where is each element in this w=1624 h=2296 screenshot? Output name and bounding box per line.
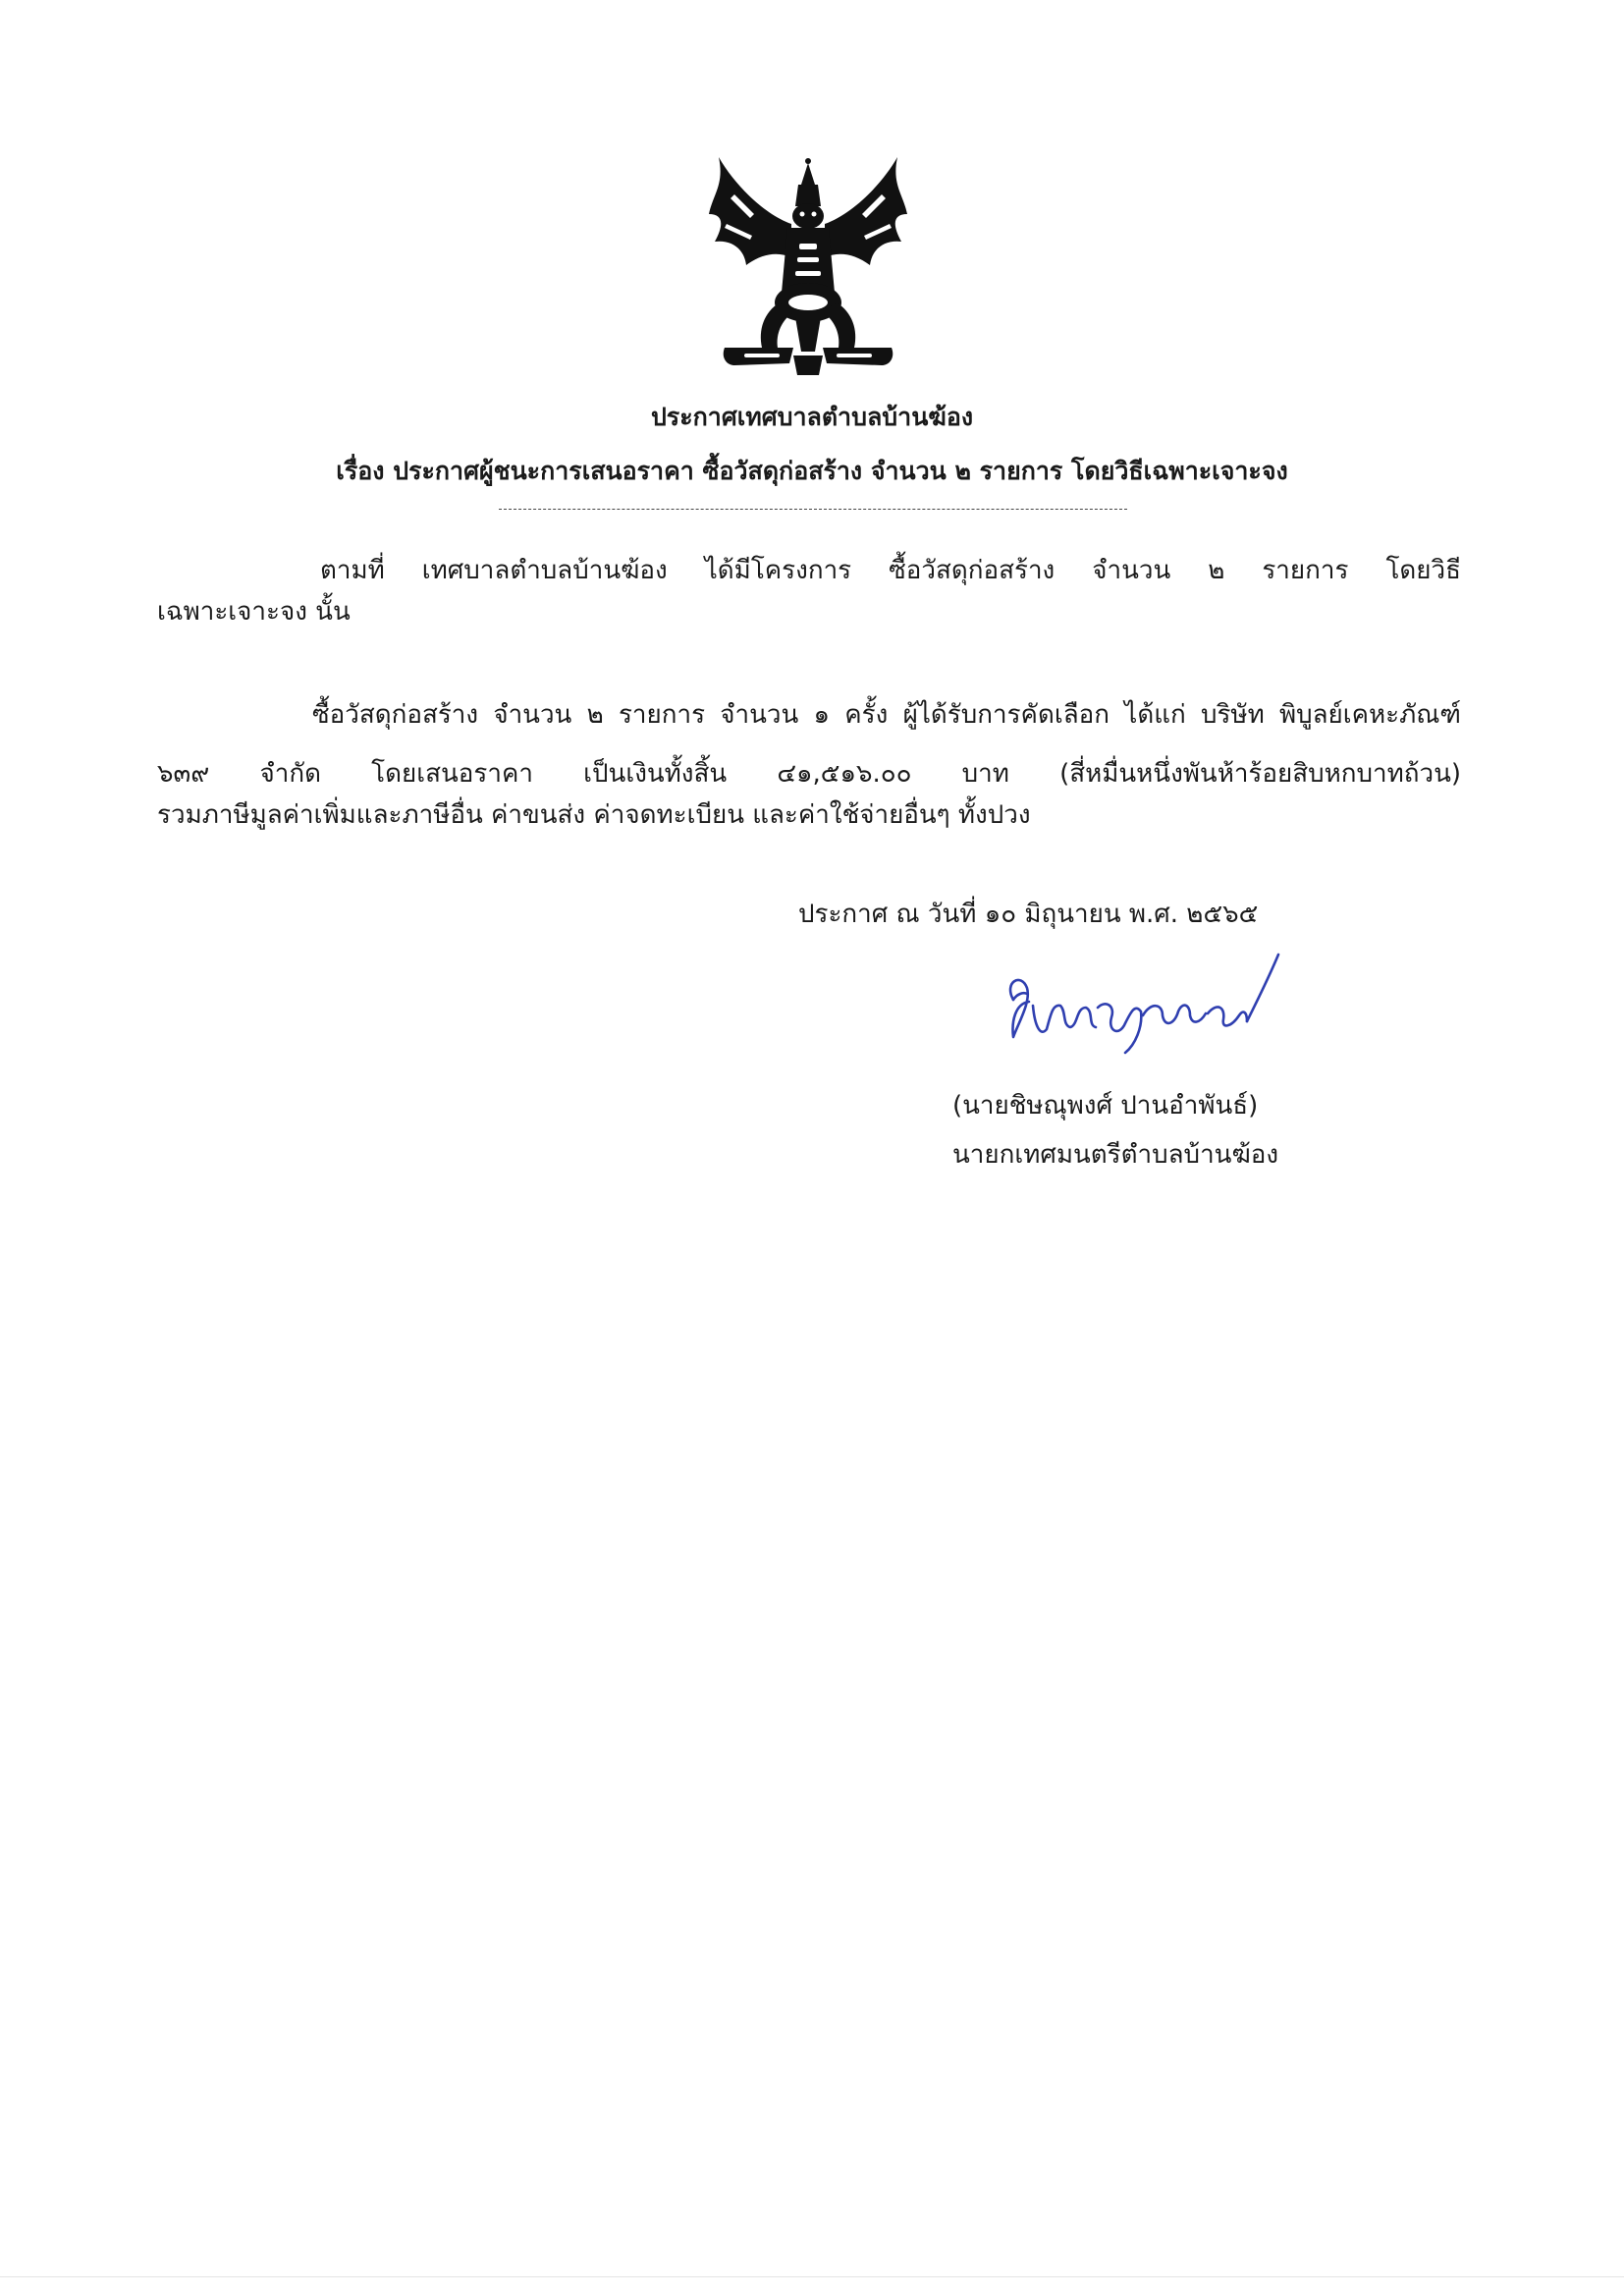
garuda-emblem-icon — [705, 155, 911, 381]
paragraph-2-line-1: ซื้อวัสดุก่อสร้าง จำนวน ๒ รายการ จำนวน ๑ ครั้ง ผู้ได้รับการคัดเลือก ได้แก่ บริษัท พิบูลย์เคหะภัณฑ์ — [312, 700, 1461, 730]
paragraph-1-line-1: ตามที่ เทศบาลตำบลบ้านฆ้อง ได้มีโครงการ ซื้อวัสดุก่อสร้าง จำนวน ๒ รายการ โดยวิธี — [320, 556, 1461, 585]
announcement-title: ประกาศเทศบาลตำบลบ้านฆ้อง — [650, 403, 974, 431]
announcement-subject: เรื่อง ประกาศผู้ชนะการเสนอราคา ซื้อวัสดุก่อสร้าง จำนวน ๒ รายการ โดยวิธีเฉพาะเจาะจง — [336, 457, 1288, 485]
announcement-date: ประกาศ ณ วันที่ ๑๐ มิถุนายน พ.ศ. ๒๕๖๕ — [798, 900, 1259, 929]
paragraph-2-line-2: ๖๓๙ จำกัด โดยเสนอราคา เป็นเงินทั้งสิ้น ๔๑,๕๑๖.๐๐ บาท (สี่หมื่นหนึ่งพันห้าร้อยสิบหกบาทถ้วน) — [157, 759, 1461, 789]
paragraph-2-line-3: รวมภาษีมูลค่าเพิ่มและภาษีอื่น ค่าขนส่ง ค่าจดทะเบียน และค่าใช้จ่ายอื่นๆ ทั้งปวง — [157, 800, 1031, 830]
paragraph-1-line-2: เฉพาะเจาะจง นั้น — [157, 597, 351, 627]
handwritten-signature — [982, 943, 1306, 1061]
separator-line — [499, 509, 1127, 510]
scan-edge-line — [0, 2276, 1624, 2277]
signer-position: นายกเทศมนตรีตำบลบ้านฆ้อง — [952, 1140, 1279, 1170]
signer-name: (นายชิษณุพงศ์ ปานอำพันธ์) — [952, 1091, 1259, 1121]
